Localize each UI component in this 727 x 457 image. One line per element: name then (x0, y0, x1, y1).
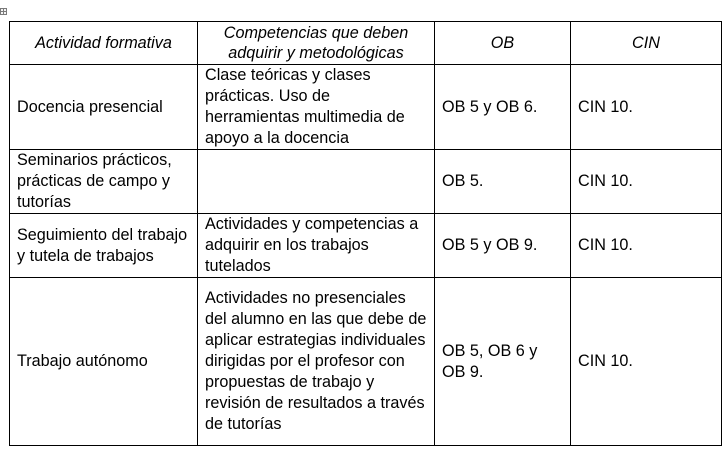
activity-table (9, 21, 722, 446)
table-row (10, 150, 722, 214)
actividad-cell: Docencia presencial (10, 65, 198, 150)
header-cin: CIN (571, 22, 722, 65)
ob-cell: OB 5, OB 6 y OB 9. (435, 278, 571, 446)
ob-cell: OB 5 y OB 9. (435, 214, 571, 278)
competencias-cell (198, 150, 435, 214)
cin-cell: CIN 10. (571, 214, 722, 278)
table-row (10, 278, 722, 446)
ob-cell: OB 5 y OB 6. (435, 65, 571, 150)
header-competencias: Competencias que deben adquirir y metodológicas (198, 22, 435, 65)
competencias-cell: Actividades no presenciales del alumno en las que debe de aplicar estrategias individuales dirigidas por el profesor con propuestas de trabajo y revisión de resultados a través de tutorías (198, 278, 435, 446)
competencias-cell: Clase teóricas y clases prácticas. Uso de herramientas multimedia de apoyo a la docencia (198, 65, 435, 150)
header-ob: OB (435, 22, 571, 65)
table-row (10, 214, 722, 278)
cin-cell: CIN 10. (571, 278, 722, 446)
table-move-handle-icon[interactable] (0, 8, 7, 15)
actividad-cell: Seminarios prácticos, prácticas de campo y tutorías (10, 150, 198, 214)
header-row (10, 22, 722, 65)
ob-cell: OB 5. (435, 150, 571, 214)
header-actividad: Actividad formativa (10, 22, 198, 65)
competencias-cell: Actividades y competencias a adquirir en los trabajos tutelados (198, 214, 435, 278)
table-row (10, 65, 722, 150)
actividad-cell: Trabajo autónomo (10, 278, 198, 446)
cin-cell: CIN 10. (571, 65, 722, 150)
actividad-cell: Seguimiento del trabajo y tutela de trabajos (10, 214, 198, 278)
cin-cell: CIN 10. (571, 150, 722, 214)
